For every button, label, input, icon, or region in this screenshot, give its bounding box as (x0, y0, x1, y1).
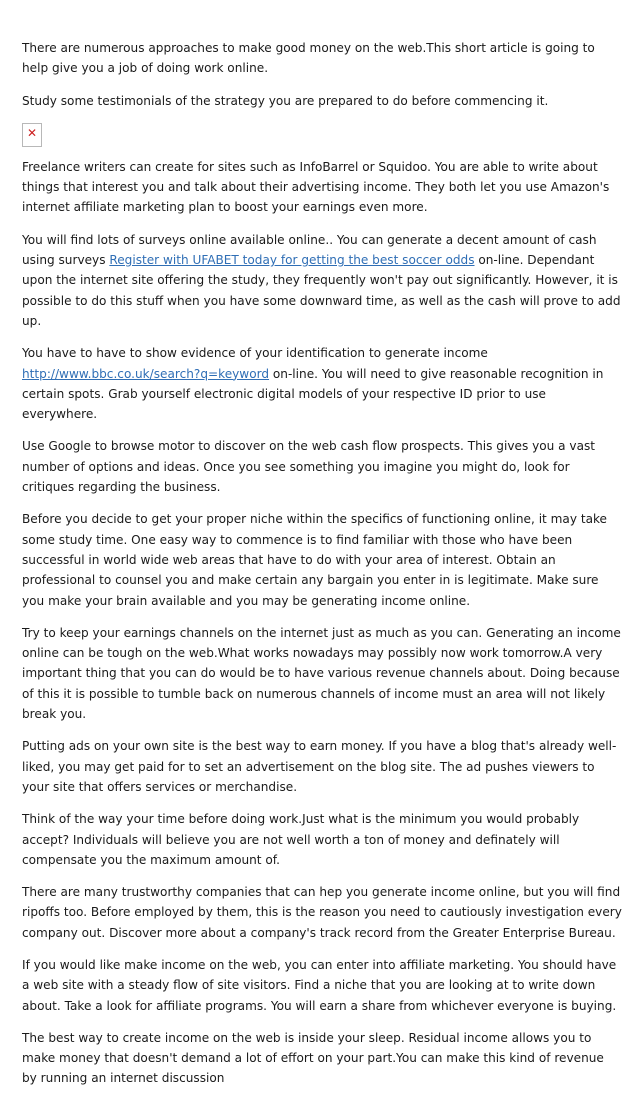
broken-image-x-icon: ✕ (26, 125, 38, 140)
paragraph-surveys (22, 230, 622, 331)
paragraph-residual: The best way to create income on the web is inside your sleep. Residual income allows you to make money that doesn't demand a lot of effort on your part.You can make this kind of revenue by running an internet discussion (22, 1030, 604, 1086)
identification-text-after: on-line. You will need to give reasonable recognition in certain spots. Grab yourself electronic digital models of your respective ID prior to use everywhere. (22, 366, 604, 422)
broken-image-icon (22, 123, 42, 147)
bbc-search-link[interactable]: http://www.bbc.co.uk/search?q=keyword (22, 366, 270, 381)
paragraph-testimonials: Study some testimonials of the strategy you are prepared to do before commencing it. (22, 93, 549, 108)
paragraph-time: Think of the way your time before doing work.Just what is the minimum you would probably accept? Individuals will believe you are not well worth a ton of money and definately will compensate you the maximum amount of. (22, 812, 580, 867)
paragraph-ads: Putting ads on your own site is the best way to earn money. If you have a blog that's already well-liked, you may get paid for to set an advertisement on the blog site. The ad pushes viewers to your site that offers services or merchandise. (22, 739, 617, 794)
identification-text-before: You have to have to show evidence of your identification to generate income (22, 346, 488, 361)
paragraph-niche: Before you decide to get your proper niche within the specifics of functioning online, it may take some study time. One easy way to commence is to find familiar with those who have been successful in world wide web areas that have to do with your area of interest. Obtain an professional to counsel you and make certain any bargain you enter in is legitimate. Make sure you make your brain available and you may be generating income online. (22, 512, 607, 608)
paragraph-companies: There are many trustworthy companies that can hep you generate income online, but you will find ripoffs too. Before employed by them, this is the reason you need to cautiously investigation every company out. Discover more about a company's track record from the Greater Enterprise Bureau. (22, 885, 622, 940)
surveys-text-before: You will find lots of surveys online available online.. You can generate a decent amount of cash using surveys (22, 232, 597, 268)
surveys-text-after: on-line. Dependant upon the internet site offering the study, they frequently won't pay out significantly. However, it is possible to do this stuff when you have some downward time, as well as the cash will prove to add up. (22, 253, 621, 328)
paragraph-affiliate: If you would like make income on the web, you can enter into affiliate marketing. You should have a web site with a steady flow of site visitors. Find a niche that you are looking at to write down about. Take a look for affiliate programs. You will earn a share from whichever everyone is buying. (22, 957, 617, 1013)
paragraph-intro: There are numerous approaches to make good money on the web.This short article is going to help give you a job of doing work online. (22, 41, 595, 76)
paragraph-freelance: Freelance writers can create for sites such as InfoBarrel or Squidoo. You are able to write about things that interest you and talk about their advertising income. They both let you use Amazon's internet affiliate marketing plan to boost your earnings even more. (22, 159, 610, 215)
paragraph-identification (22, 343, 622, 424)
ufabet-link[interactable]: Register with UFABET today for getting the best soccer odds (109, 253, 475, 268)
paragraph-earnings-channels: Try to keep your earnings channels on the internet just as much as you can. Generating an income online can be tough on the web.What works nowadays may possibly now work tomorrow.A very important thing that you can do would be to have various revenue channels about. Doing because of this it is possible to tumble back on numerous channels of income must an area will not likely break you. (22, 625, 621, 722)
paragraph-google: Use Google to browse motor to discover on the web cash flow prospects. This gives you a vast number of options and ideas. Once you see something you imagine you might do, look for critiques regarding the business. (22, 439, 596, 495)
article-body (22, 38, 622, 1101)
